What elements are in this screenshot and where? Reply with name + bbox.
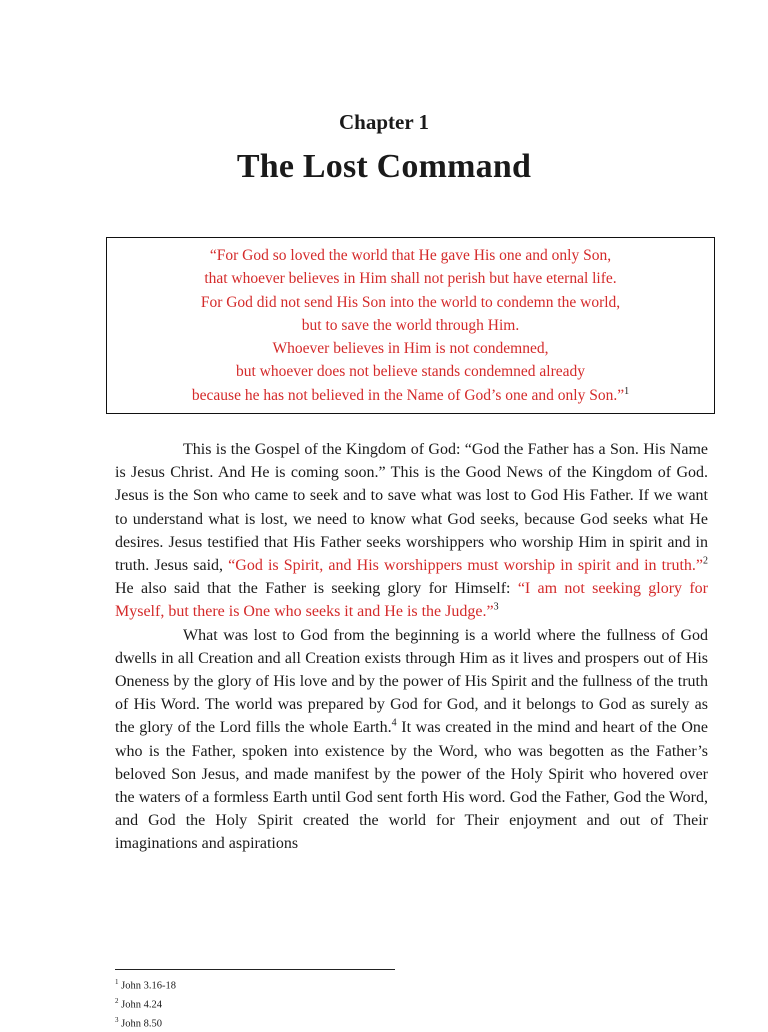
footnote-number: 3 [115, 1016, 119, 1024]
footnote-ref[interactable]: 1 [624, 385, 630, 397]
chapter-title: The Lost Command [236, 148, 532, 185]
paragraph-text: It was created in the mind and heart of the One who is the Father, spoken into existence by the Word, who was begotten as the Father’s beloved Son Jesus, and made manifest by the power of the Holy Spirit who hovered over the waters of a formless Earth until God sent forth His word. God the Father, God the Word, and God the Holy Spirit created the world for Their enjoyment and out of Their imaginations and aspirations [115, 719, 709, 853]
footnote-text: John 4.24 [121, 999, 162, 1011]
verse-line-text: because he has not believed in the Name of God’s one and only Son.” [191, 386, 625, 404]
chapter-label: Chapter 1 [338, 110, 430, 134]
paragraph-1 [115, 438, 708, 624]
footnote-ref[interactable]: 4 [391, 718, 397, 730]
footnote-ref[interactable]: 3 [493, 602, 499, 614]
footnotes [115, 975, 176, 1032]
footnote-item [115, 975, 176, 994]
scripture-quote-inline: “I am not seeking glory for Myself, but there is One who seeks it and He is the Judge.” [115, 580, 708, 621]
verse-line: For God did not send His Son into the world to condemn the world, [200, 293, 621, 311]
footnote-text: John 3.16-18 [121, 980, 176, 992]
scripture-quote-inline: “God is Spirit, and His worshippers must worship in spirit and in truth.” [228, 557, 703, 575]
footnote-number: 2 [115, 997, 119, 1005]
verse-line: “For God so loved the world that He gave His one and only Son, [209, 247, 612, 264]
footnote-text: John 8.50 [121, 1018, 162, 1030]
body-text [115, 438, 708, 856]
verse-line: that whoever believes in Him shall not perish but have eternal life. [204, 270, 617, 288]
footnote-item [115, 1013, 176, 1032]
footnote-ref[interactable]: 2 [703, 555, 708, 567]
paragraph-text: He also said that the Father is seeking glory for Himself: [115, 580, 518, 598]
paragraph-text: This is the Gospel of the Kingdom of God: “God the Father has a Son. His Name is Jesus Christ. And He is coming soon.” This is the Good News of the Kingdom of God. Jesus is the Son who came to seek and to save what was lost to God His Father. If we want to understand what is lost, we need to know what God seeks, because God seeks what He desires. Jesus testified that His Father seeks worshippers who worship Him in spirit and in truth. Jesus said, [115, 441, 708, 575]
verse-line: but to save the world through Him. [301, 316, 520, 334]
paragraph-2 [115, 624, 708, 856]
footnote-item [115, 994, 176, 1013]
paragraph-text: What was lost to God from the beginning is a world where the fullness of God dwells in all Creation and all Creation exists through Him as it lives and prospers out of His Oneness by the glory of His love and by the power of His Spirit and the fullness of the truth of His Word. The world was prepared by God for God, and it belongs to God as surely as the glory of the Lord fills the whole Earth. [115, 626, 708, 737]
scripture-quote-box [106, 237, 715, 414]
footnote-divider [115, 969, 395, 970]
verse-line-last [107, 384, 714, 407]
verse-line: but whoever does not believe stands condemned already [235, 363, 586, 381]
footnote-number: 1 [115, 978, 119, 986]
verse-line: Whoever believes in Him is not condemned, [272, 340, 549, 358]
